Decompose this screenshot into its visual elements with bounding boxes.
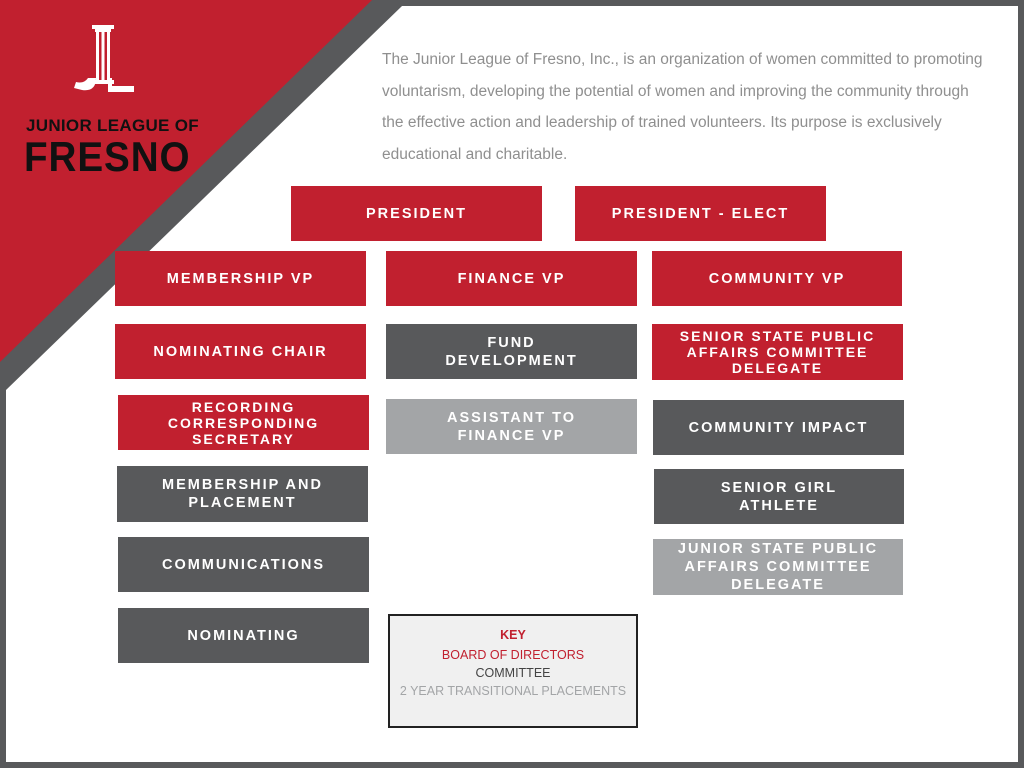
box-assistant-finance-vp: ASSISTANT TO FINANCE VP xyxy=(386,399,637,454)
mission-statement: The Junior League of Fresno, Inc., is an organization of women committed to promoting voluntarism, developing the potential of women and improving the community through the effective action and leadership of trained volunteers. Its purpose is exclusively educational and charitable. xyxy=(382,51,983,163)
box-community-impact: COMMUNITY IMPACT xyxy=(653,400,904,455)
box-membership-vp: MEMBERSHIP VP xyxy=(115,251,366,306)
key-transitional: 2 YEAR TRANSITIONAL PLACEMENTS xyxy=(399,684,627,698)
brand-line-2: FRESNO xyxy=(24,133,191,180)
box-community-vp: COMMUNITY VP xyxy=(652,251,902,306)
box-communications: COMMUNICATIONS xyxy=(118,537,369,592)
brand-line-1: JUNIOR LEAGUE OF xyxy=(26,116,199,135)
box-nominating: NOMINATING xyxy=(118,608,369,663)
key-committee: COMMITTEE xyxy=(475,666,551,680)
legend-key xyxy=(388,614,638,728)
key-board: BOARD OF DIRECTORS xyxy=(441,648,585,662)
key-title: KEY xyxy=(500,628,526,642)
box-recording-secretary: RECORDING CORRESPONDING SECRETARY xyxy=(118,395,369,450)
box-president: PRESIDENT xyxy=(291,186,542,241)
box-senior-girl-athlete: SENIOR GIRL ATHLETE xyxy=(654,469,904,524)
box-fund-development: FUND DEVELOPMENT xyxy=(386,324,637,379)
box-membership-placement: MEMBERSHIP AND PLACEMENT xyxy=(117,466,368,522)
box-senior-delegate: SENIOR STATE PUBLIC AFFAIRS COMMITTEE DELEGATE xyxy=(652,324,903,380)
box-nominating-chair: NOMINATING CHAIR xyxy=(115,324,366,379)
box-junior-delegate: JUNIOR STATE PUBLIC AFFAIRS COMMITTEE DELEGATE xyxy=(653,539,903,595)
jl-column-icon xyxy=(62,18,146,100)
box-finance-vp: FINANCE VP xyxy=(386,251,637,306)
box-president-elect: PRESIDENT - ELECT xyxy=(575,186,826,241)
